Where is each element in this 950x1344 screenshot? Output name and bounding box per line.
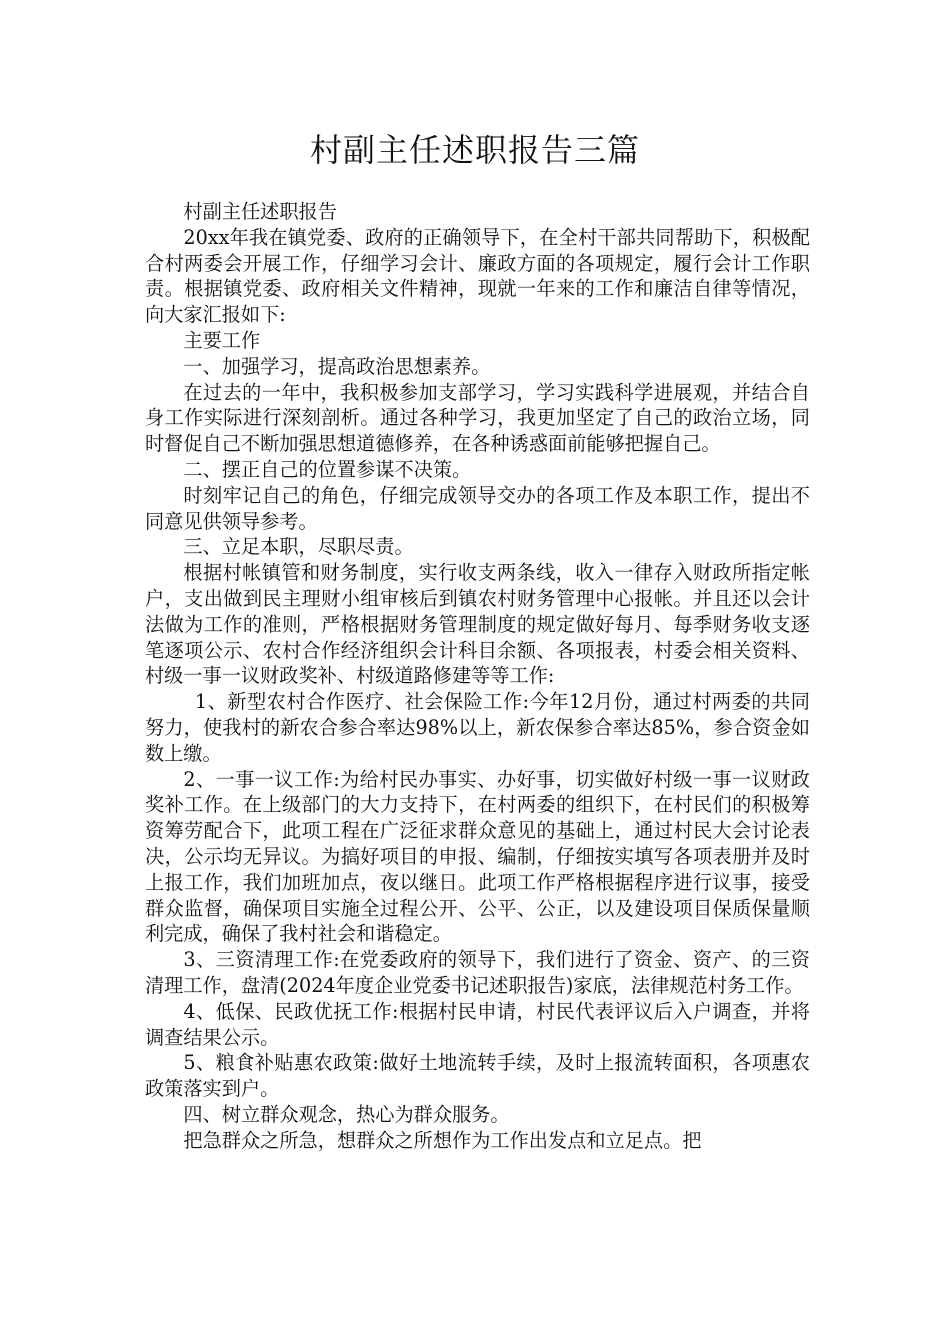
paragraph: 根据村帐镇管和财务制度，实行收支两条线，收入一律存入财政所指定帐户，支出做到民主理财小组审核后到镇农村财务管理中心报帐。并且还以会计法做为工作的准则，严格根据财务管理制度的规定做好每月、每季财务收支逐笔逐项公示、农村合作经济组织会计科目余额、各项报表，村委会相关资料、村级一事一议财政奖补、村级道路修建等等工作:: [145, 561, 810, 688]
list-item-3: 3、三资清理工作:在党委政府的领导下，我们进行了资金、资产、的三资清理工作，盘清(2024年度企业党委书记述职报告)家底，法律规范村务工作。: [145, 948, 810, 997]
paragraph: 把急群众之所急，想群众之所想作为工作出发点和立足点。把: [183, 1128, 702, 1152]
document-title: 村副主任述职报告三篇: [309, 131, 640, 169]
list-item-1: 1、新型农村合作医疗、社会保险工作:今年12月份，通过村两委的共同努力，使我村的新农合参合率达98%以上，新农保参合率达85%，参合资金如数上缴。: [145, 690, 810, 765]
paragraph: 在过去的一年中，我积极参加支部学习，学习实践科学进展观，并结合自身工作实际进行深刻剖析。通过各种学习，我更加坚定了自己的政治立场，同时督促自己不断加强思想道德修养，在各种诱惑面前能够把握自己。: [145, 380, 810, 456]
list-item-2: 2、一事一议工作:为给村民办事实、办好事，切实做好村级一事一议财政奖补工作。在上级部门的大力支持下，在村两委的组织下，在村民们的积极筹资筹劳配合下，此项工程在广泛征求群众意见的基础上，通过村民大会讨论表决，公示均无异议。为搞好项目的申报、编制，仔细按实填写各项表册并及时上报工作，我们加班加点，夜以继日。此项工作严格根据程序进行议事，接受群众监督，确保项目实施全过程公开、公平、公正，以及建设项目保质保量顺利完成，确保了我村社会和谐稳定。: [145, 767, 810, 946]
list-item-4: 4、低保、民政优抚工作:根据村民申请，村民代表评议后入户调查，并将调查结果公示。: [145, 999, 810, 1049]
paragraph-subtitle: 村副主任述职报告: [183, 200, 337, 223]
section-heading-1: 一、加强学习，提高政治思想素养。: [183, 354, 491, 378]
section-heading-main-work: 主要工作: [183, 328, 261, 352]
section-heading-3: 三、立足本职，尽职尽责。: [183, 535, 414, 559]
section-heading-2: 二、摆正自己的位置参谋不决策。: [183, 457, 472, 481]
document-body: [145, 199, 810, 1153]
paragraph: 时刻牢记自己的角色，仔细完成领导交办的各项工作及本职工作，提出不同意见供领导参考。: [145, 483, 810, 533]
paragraph-intro: 20xx年我在镇党委、政府的正确领导下，在全村干部共同帮助下，积极配合村两委会开展工作，仔细学习会计、廉政方面的各项规定，履行会计工作职责。根据镇党委、政府相关文件精神，现就一年来的工作和廉洁自律等情况，向大家汇报如下:: [145, 225, 810, 327]
list-item-5: 5、粮食补贴惠农政策:做好土地流转手续，及时上报流转面积，各项惠农政策落实到户。: [145, 1051, 810, 1101]
section-heading-4: 四、树立群众观念，热心为群众服务。: [183, 1102, 510, 1126]
